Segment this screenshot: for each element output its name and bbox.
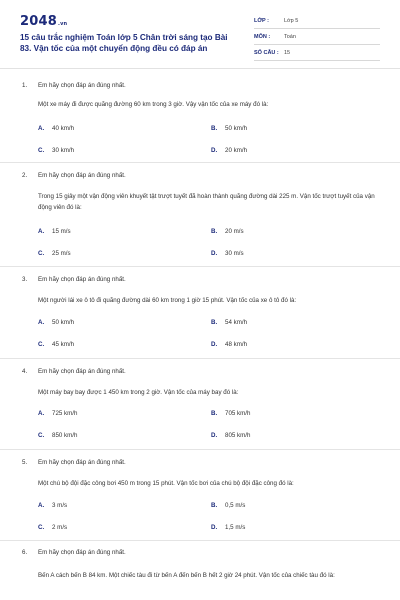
option-d[interactable]: D. 1,5 m/s [211, 524, 246, 531]
question-stem: Một người lái xe ô tô đi quãng đường dài 60 km trong 1 giờ 15 phút. Vận tốc của xe ô tô đó là: [38, 297, 297, 304]
question-stem: Một xe máy đi được quãng đường 60 km trong 3 giờ. Vậy vận tốc của xe máy đó là: [38, 101, 269, 108]
question-separator [0, 358, 400, 359]
option-a[interactable]: A. 40 km/h [38, 125, 75, 132]
question-stem: Một máy bay bay được 1 450 km trong 2 giờ. Vận tốc của máy bay đó là: [38, 389, 239, 396]
question-instruction: Em hãy chọn đáp án đúng nhất. [38, 82, 126, 89]
question-number: 6. [22, 549, 28, 556]
meta-question-count: SỐ CÂU : 15 [254, 47, 380, 61]
question-separator [0, 266, 400, 267]
question-number: 4. [22, 368, 28, 375]
question-separator [0, 449, 400, 450]
option-c[interactable]: C. 25 m/s [38, 250, 71, 257]
option-c[interactable]: C. 2 m/s [38, 524, 68, 531]
option-b[interactable]: B. 20 m/s [211, 228, 244, 235]
option-c[interactable]: C. 850 km/h [38, 432, 78, 439]
option-d[interactable]: D. 805 km/h [211, 432, 251, 439]
meta-info [254, 15, 380, 63]
option-b[interactable]: B. 54 km/h [211, 319, 248, 326]
question-number: 1. [22, 82, 28, 89]
option-c[interactable]: C. 30 km/h [38, 147, 75, 154]
question-instruction: Em hãy chọn đáp án đúng nhất. [38, 459, 126, 466]
option-b[interactable]: B. 0,5 m/s [211, 502, 246, 509]
option-a[interactable]: A. 15 m/s [38, 228, 71, 235]
question-stem: Trong 15 giây một vận động viên khuyết tật trượt tuyết đã hoàn thành quãng đường dài 225 m. Vận tốc trượt tuyết của vận động viên đó là: [38, 193, 375, 211]
question-separator [0, 162, 400, 163]
option-d[interactable]: D. 48 km/h [211, 341, 248, 348]
question-number: 3. [22, 276, 28, 283]
option-d[interactable]: D. 30 m/s [211, 250, 244, 257]
meta-grade: LỚP : Lớp 5 [254, 15, 380, 29]
question-stem: Bến A cách bến B 84 km. Một chiếc tàu đi từ bến A đến bến B hết 2 giờ 24 phút. Vận tốc của chiếc tàu đó là: [38, 572, 335, 579]
option-a[interactable]: A. 50 km/h [38, 319, 75, 326]
header-divider [0, 68, 400, 69]
question-separator [0, 540, 400, 541]
question-instruction: Em hãy chọn đáp án đúng nhất. [38, 276, 126, 283]
question-instruction: Em hãy chọn đáp án đúng nhất. [38, 549, 126, 556]
option-a[interactable]: A. 725 km/h [38, 410, 78, 417]
question-instruction: Em hãy chọn đáp án đúng nhất. [38, 368, 126, 375]
question-number: 5. [22, 459, 28, 466]
question-stem: Một chú bộ đội đặc công bơi 450 m trong 15 phút. Vận tốc bơi của chú bộ đội đặc công đó là: [38, 480, 294, 487]
document-title: 15 câu trắc nghiệm Toán lớp 5 Chân trời sáng tạo Bài 83. Vận tốc của một chuyển động đều có đáp án [20, 33, 228, 53]
option-a[interactable]: A. 3 m/s [38, 502, 68, 509]
meta-subject: MÔN : Toán [254, 31, 380, 45]
option-c[interactable]: C. 45 km/h [38, 341, 75, 348]
option-d[interactable]: D. 20 km/h [211, 147, 248, 154]
site-logo[interactable]: 2048.vn [20, 14, 68, 29]
option-b[interactable]: B. 50 km/h [211, 125, 248, 132]
question-instruction: Em hãy chọn đáp án đúng nhất. [38, 172, 126, 179]
document-header [0, 0, 400, 64]
option-b[interactable]: B. 705 km/h [211, 410, 251, 417]
question-number: 2. [22, 172, 28, 179]
